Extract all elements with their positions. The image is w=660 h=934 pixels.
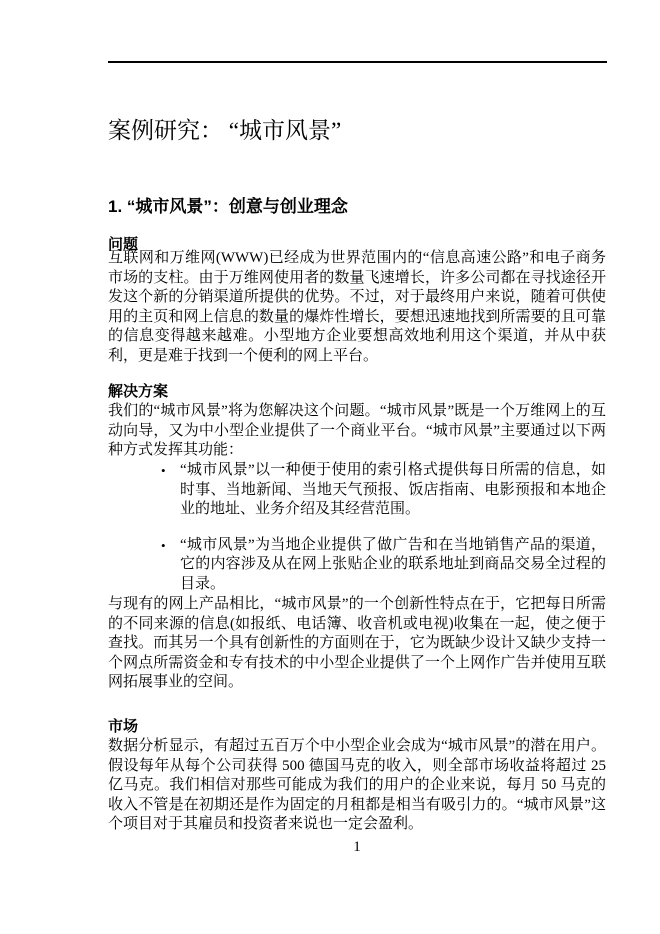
solution-comparison-paragraph: 与现有的网上产品相比，“城市风景”的一个创新性特点在于，它把每日所需的不同来源的信息(如报纸、电话簿、收音机或电视)收集在一起，使之便于查找。而其另一个具有创新性的方面则在于，它为既缺少设计又缺少支持一个网点所需资金和专有技术的中小型企业提供了一个上网作广告并使用互联网拓展事业的空间。 (108, 596, 606, 690)
page-number: 1 (353, 839, 361, 855)
solution-heading: 解决方案 (108, 383, 169, 400)
list-item (108, 461, 606, 520)
document-title: 案例研究： “城市风景” (108, 118, 342, 143)
problem-paragraph: 互联网和万维网(WWW)已经成为世界范围内的“信息高速公路”和电子商务市场的支柱。由于万维网使用者的数量飞速增长，许多公司都在寻找途径开发这个新的分销渠道所提供的优势。不过，对于最终用户来说，随着可供使用的主页和网上信息的数量的爆炸性增长，要想迅速地找到所需要的且可靠的信息变得越来越难。小型地方企业要想高效地利用这个渠道，并从中获利，更是难于找到一个便利的网上平台。 (108, 250, 606, 364)
solution-bullet-list (108, 461, 606, 594)
bullet-text: “城市风景”为当地企业提供了做广告和在当地销售产品的渠道，它的内容涉及从在网上张贴企业的联系地址到商品交易全过程的目录。 (180, 536, 606, 592)
section-1-heading: 1. “城市风景”：创意与创业理念 (108, 197, 348, 216)
header-rule (108, 61, 607, 63)
list-item (108, 536, 606, 595)
bullet-text: “城市风景”以一种便于使用的索引格式提供每日所需的信息，如时事、当地新闻、当地天气预报、饭店指南、电影预报和本地企业的地址、业务介绍及其经营范围。 (180, 462, 606, 517)
problem-heading: 问题 (108, 236, 139, 253)
bullet-icon: • (161, 537, 166, 553)
market-paragraph: 数据分析显示，有超过五百万个中小型企业会成为“城市风景”的潜在用户。假设每年从每个公司获得 500 德国马克的收入，则全部市场收益将超过 25 亿马克。我们相信对那些可能成为我们的用户的企业来说，每月 50 马克的收入不管是在初期还是作为固定的月租都是相当有吸引力的。“城市风景”这个项目对于其雇员和投资者来说也一定会盈利。 (108, 738, 606, 832)
market-heading: 市场 (108, 718, 139, 735)
solution-intro-paragraph: 我们的“城市风景”将为您解决这个问题。“城市风景”既是一个万维网上的互动向导，又为中小型企业提供了一个商业平台。“城市风景”主要通过以下两种方式发挥其功能： (108, 403, 606, 458)
bullet-icon: • (161, 463, 166, 478)
